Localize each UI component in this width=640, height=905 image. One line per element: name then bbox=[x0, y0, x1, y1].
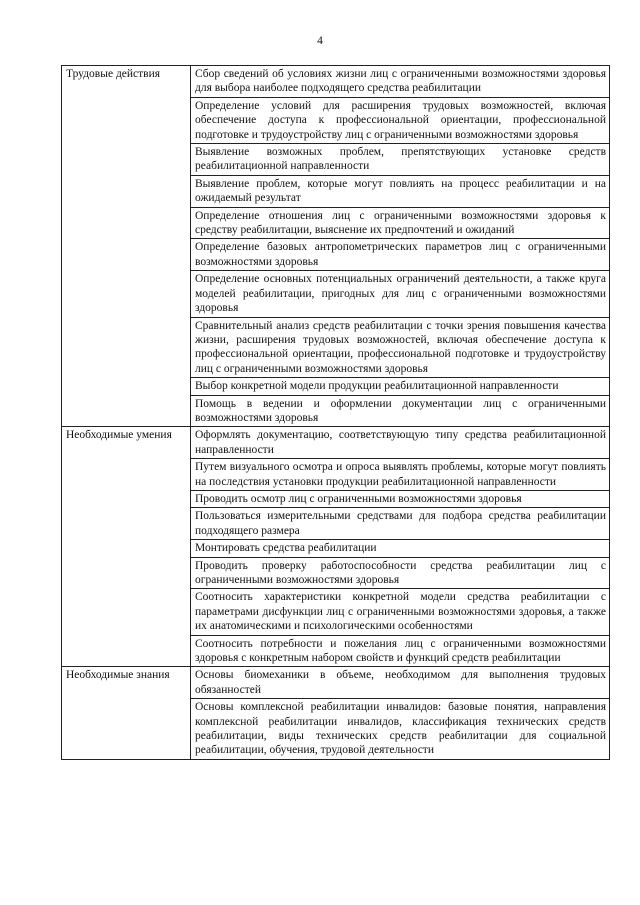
section-item: Соотносить характеристики конкретной модели средства реабилитации с параметрами дисфункции лиц с ограниченными возможностями здоровья, а также их анатомическими и психологическими особенностями bbox=[191, 589, 610, 635]
section-item: Основы комплексной реабилитации инвалидов: базовые понятия, направления комплексной реабилитации инвалидов, классификация технических средств реабилитации, виды технических средств реабилитации для социальной реабилитации, обучения, трудовой деятельности bbox=[191, 699, 610, 760]
section-item: Проводить осмотр лиц с ограниченными возможностями здоровья bbox=[191, 490, 610, 507]
section-item: Пользоваться измерительными средствами для подбора средства реабилитации подходящего размера bbox=[191, 508, 610, 540]
section-item: Выявление проблем, которые могут повлиять на процесс реабилитации и на ожидаемый результат bbox=[191, 175, 610, 207]
table-row bbox=[62, 427, 610, 459]
section-label: Трудовые действия bbox=[62, 66, 191, 427]
section-item: Определение основных потенциальных ограничений деятельности, а также круга моделей реабилитации, пригодных для лиц с ограниченными возможностями здоровья bbox=[191, 271, 610, 317]
table-row bbox=[62, 66, 610, 98]
section-item: Помощь в ведении и оформлении документации лиц с ограниченными возможностями здоровья bbox=[191, 395, 610, 427]
section-item: Сравнительный анализ средств реабилитации с точки зрения повышения качества жизни, расширения трудовых возможностей, включая обеспечение доступа к профессиональной ориентации, профессиональной подготовке и трудоустройству лиц с ограниченными возможностями здоровья bbox=[191, 317, 610, 378]
section-item: Выявление возможных проблем, препятствующих установке средств реабилитационной направленности bbox=[191, 144, 610, 176]
section-item: Монтировать средства реабилитации bbox=[191, 540, 610, 557]
section-item: Выбор конкретной модели продукции реабилитационной направленности bbox=[191, 378, 610, 395]
section-item: Путем визуального осмотра и опроса выявлять проблемы, которые могут повлиять на последствия установки продукции реабилитационной направленности bbox=[191, 459, 610, 491]
section-item: Определение условий для расширения трудовых возможностей, включая обеспечение доступа к профессиональной ориентации, профессиональной подготовке и трудоустройству лиц с ограниченными возможностями здоровья bbox=[191, 97, 610, 143]
section-item: Определение отношения лиц с ограниченными возможностями здоровья к средству реабилитации, выяснение их предпочтений и ожиданий bbox=[191, 207, 610, 239]
qualification-table-body bbox=[62, 66, 610, 760]
qualification-table bbox=[61, 65, 610, 760]
section-label: Необходимые знания bbox=[62, 667, 191, 759]
section-item: Определение базовых антропометрических параметров лиц с ограниченными возможностями здоровья bbox=[191, 239, 610, 271]
section-label: Необходимые умения bbox=[62, 427, 191, 667]
table-row bbox=[62, 667, 610, 699]
section-item: Соотносить потребности и пожелания лиц с ограниченными возможностями здоровья с конкретным набором свойств и функций средств реабилитации bbox=[191, 635, 610, 667]
section-item: Проводить проверку работоспособности средства реабилитации лиц с ограниченными возможностями здоровья bbox=[191, 557, 610, 589]
section-item: Оформлять документацию, соответствующую типу средства реабилитационной направленности bbox=[191, 427, 610, 459]
section-item: Сбор сведений об условиях жизни лиц с ограниченными возможностями здоровья для выбора наиболее подходящего средства реабилитации bbox=[191, 66, 610, 98]
section-item: Основы биомеханики в объеме, необходимом для выполнения трудовых обязанностей bbox=[191, 667, 610, 699]
page-number: 4 bbox=[317, 35, 323, 47]
